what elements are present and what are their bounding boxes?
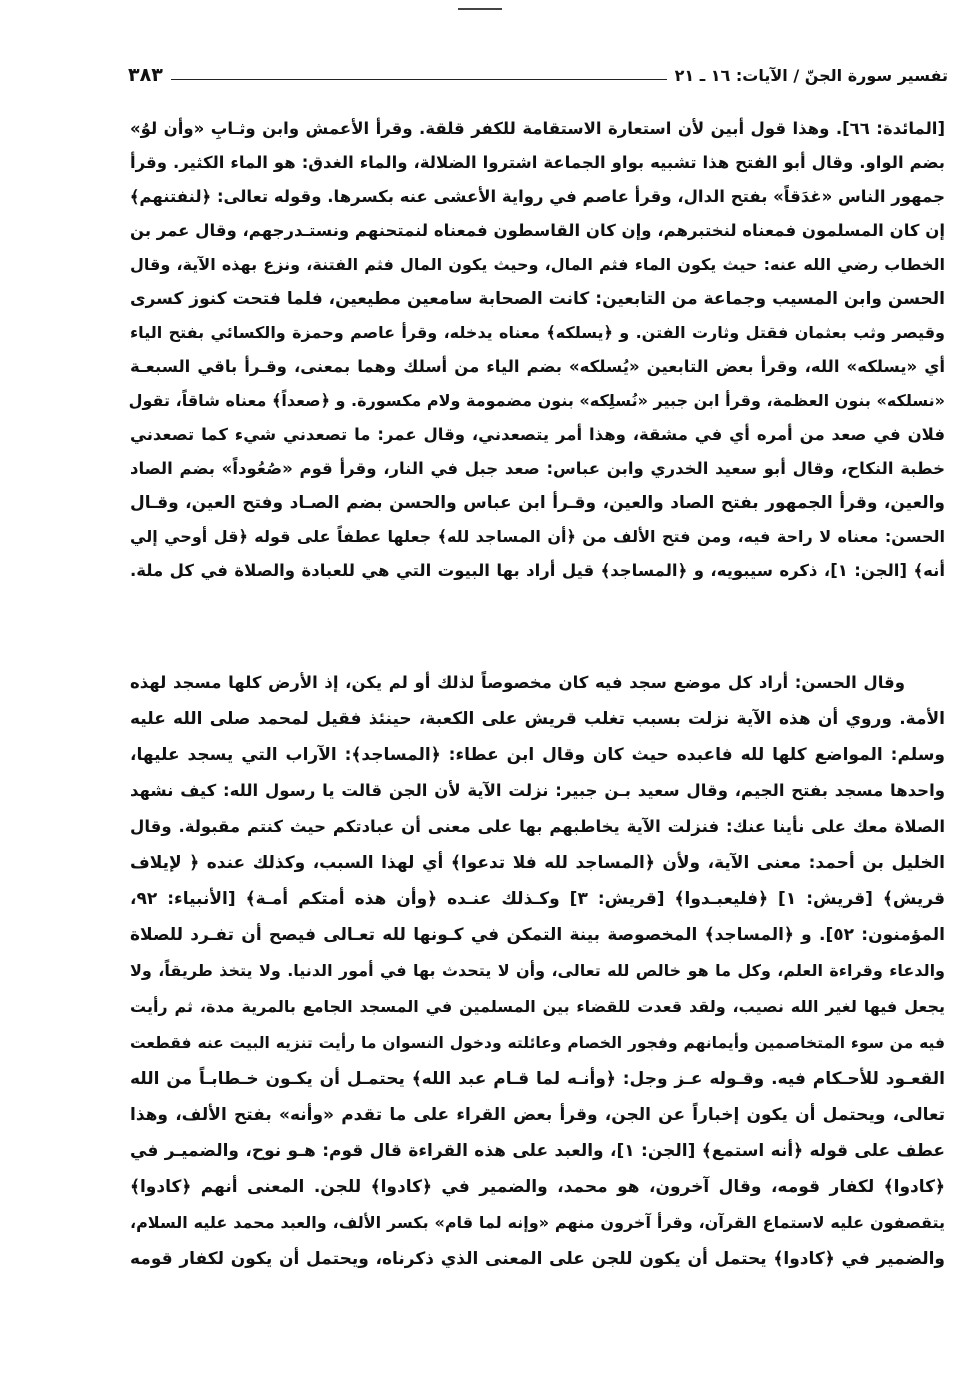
- header-rule: [171, 79, 667, 80]
- text-line: خطبة النكاح، وقال أبو سعيد الخدري وابن عباس: صعد جبل في النار، وقرأ قوم «صُعُوداً» بضم الصاد: [130, 459, 945, 478]
- text-line: الحسن: معناه لا راحة فيه، ومن فتح الألف من ﴿أن المساجد لله﴾ جعلها عطفاً على قوله ﴿قل أوحي إلي: [130, 527, 945, 546]
- text-line: ﴿كادوا﴾ لكفار قومه، وقال آخرون، هو محمد، والضمير في ﴿كادوا﴾ للجن. المعنى أنهم ﴿كادوا﴾: [130, 1177, 945, 1197]
- text-line: فيه من سوء المتخاصمين وأيمانهم وفجور الخصام وعائلته ودخول النسوان ما رأيت تنزيه البيت عنه فقطعت: [130, 1034, 945, 1052]
- text-line: واحدها مسجد بفتح الجيم، وقال سعيد بـن جبير: نزلت الآية لأن الجن قالت يا رسول الله: كيف نشهد: [130, 781, 945, 800]
- text-line: القعـود للأحـكام فيه. وقـوله عـز وجل: ﴿وأنـه لما قـام عبد الله﴾ يحتمـل أن يكـون خـطابـاً من الله: [130, 1069, 945, 1089]
- text-line: وقال الحسن: أراد كل موضع سجد فيه كان مخصوصاً لذلك أو لم يكن، إذ الأرض كلها مسجد لهذه: [130, 673, 905, 692]
- text-line: والعين، وقرأ الجمهور بفتح الصاد والعين، وقـرأ ابن عباس والحسن بضم الصـاد وفتح العين، وقـال: [130, 493, 945, 513]
- text-line: إن كان المسلمون فمعناه لنختبرهم، وإن كان القاسطون فمعناه لنمتحنهم ونستـدرجهم، وقال عمر بن: [130, 221, 945, 240]
- text-line: «نسلكه» بنون العظمة، وقرأ ابن جبير «نُسلِكه» بنون مضمومة ولام مكسورة. و ﴿صعداً﴾ معناه شاقاً، تقول: [128, 391, 945, 410]
- page-number: ٣٨٣: [128, 64, 163, 86]
- text-line: وقيصر وثب بعثمان فقتل وثارت الفتن. و ﴿يسلكه﴾ معناه يدخله، وقرأ عاصم وحمزة والكسائي بفتح الياء: [130, 323, 945, 342]
- text-line: [المائدة: ٦٦]. وهذا قول أبين لأن استعارة الاستقامة للكفر قلقة. وقرأ الأعمش وابن وثـابِ «وأن لوُ»: [130, 119, 945, 138]
- text-line: الأمة. وروي أن هذه الآية نزلت بسبب تغلب قريش على الكعبة، حينئذ فقيل لمحمد صلى الله عليه: [130, 709, 945, 729]
- text-line: قريش﴾ [قريش: ١] ﴿فليعبـدوا﴾ [قريش: ٣] وكـذلك عنـده ﴿وأن هذه أمتكم أمـة﴾ [الأنبياء: ٩٢،: [130, 889, 945, 909]
- running-title: تفسير سورة الجنّ / الآيات: ١٦ ـ ٢١: [674, 65, 948, 85]
- text-line: الحسن وابن المسيب وجماعة من التابعين: كانت الصحابة سامعين مطيعين، فلما فتحت كنوز كسرى: [130, 289, 945, 309]
- text-line: عطف على قوله ﴿أنه استمع﴾ [الجن: ١]، والعبد على هذه القراءة قال قوم: هـو نوح، والضميـر في: [130, 1141, 945, 1161]
- text-line: الصلاة معك على نأينا عنك: فنزلت الآية يخاطبهم بها على معنى أن عبادتكم حيث كنتم مقبولة. وقال: [130, 817, 945, 836]
- text-line: المؤمنون: ٥٢]. و ﴿المساجد﴾ المخصوصة بينة التمكن في كـونها لله تعـالى فيصح أن تفـرد للصلاة: [130, 925, 945, 945]
- text-line: أنه﴾ [الجن: ١]، ذكره سيبويه، و ﴿المساجد﴾ قيل أراد بها البيوت التي هي للعبادة والصلاة في كل ملة.: [130, 561, 945, 580]
- text-line: والضمير في ﴿كادوا﴾ يحتمل أن يكون للجن على المعنى الذي ذكرناه، ويحتمل أن يكون لكفار قومه: [130, 1249, 945, 1269]
- text-line: تعالى، ويحتمل أن يكون إخباراً عن الجن، وقرأ بعض القراء على ما تقدم «وأنه» بفتح الألف، وهذا: [130, 1105, 945, 1125]
- text-line: يتقصفون عليه لاستماع القرآن، وقرأ آخرون منهم «وإنه لما قام» بكسر الألف، والعبد محمد عليه السلام،: [130, 1213, 945, 1232]
- text-line: جمهور الناس «غدَقاً» بفتح الدال، وقرأ عاصم في رواية الأعشى عنه بكسرها. وقوله تعالى: ﴿لنفتنهم﴾: [129, 187, 945, 206]
- text-line: الخطاب رضي الله عنه: حيث يكون الماء فثم المال، وحيث يكون المال فثم الفتنة، ونزع بهذه الآية، وقال: [130, 255, 945, 274]
- running-header: [128, 62, 948, 88]
- paragraph-2: [130, 665, 945, 1277]
- text-line: فلان في صعد من أمره أي في مشقة، وهذا أمر يتصعدني، وقال عمر: ما تصعدني شيء كما تصعدني: [130, 425, 945, 444]
- text-line: يجعل فيها لغير الله نصيب، ولقد قعدت للقضاء بين المسلمين في المسجد الجامع بالمرية مدة، ثم رأيت: [130, 997, 945, 1016]
- text-line: الخليل بن أحمد: معنى الآية، ولأن ﴿المساجد لله فلا تدعوا﴾ أي لهذا السبب، وكذلك عنده ﴿ لإيلاف: [130, 853, 945, 873]
- text-line: والدعاء وقراءة العلم، وكل ما هو خالص لله تعالى، وأن لا يتحدث بها في أمور الدنيا. ولا يتخذ طريقاً، ولا: [130, 961, 945, 980]
- text-line: وسلم: المواضع كلها لله فاعبده حيث كان وقال ابن عطاء: ﴿المساجد﴾: الآراب التي يسجد عليها،: [130, 745, 945, 765]
- text-line: أي «يسلكه» الله، وقرأ بعض التابعين «يُسلكه» بضم الياء من أسلك وهما بمعنى، وقـرأ باقي السبعـة: [130, 357, 945, 376]
- paragraph-1: [130, 112, 945, 588]
- top-scan-mark: [458, 8, 502, 10]
- text-line: بضم الواو. وقال أبو الفتح هذا تشبيه بواو الجماعة اشتروا الضلالة، والماء الغدق: هو الماء الكثير. وقرأ: [130, 153, 945, 172]
